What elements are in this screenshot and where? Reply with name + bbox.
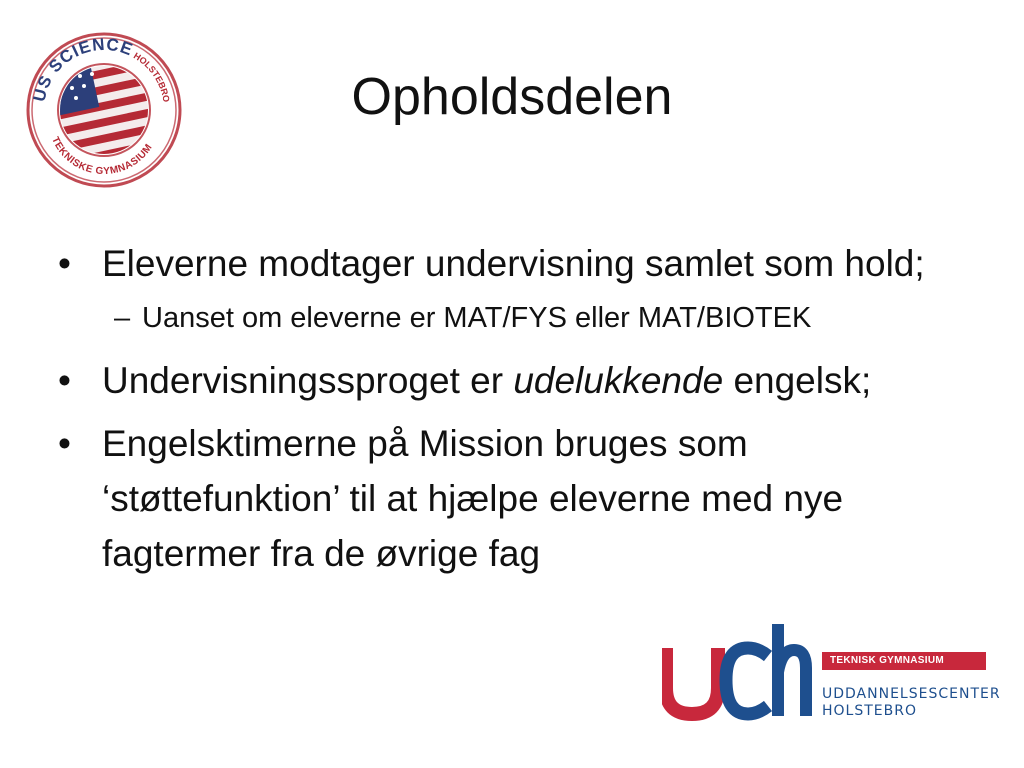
stamp-right-text: HOLSTEBRO [131,50,172,103]
sub-bullet-item [58,299,988,337]
uch-badge: TEKNISK GYMNASIUM [822,652,986,670]
uch-line1: UDDANNELSESCENTER [822,686,1001,702]
stamp-bottom-text: TEKNISKE GYMNASIUM [49,135,155,178]
uch-logo [662,622,1002,726]
bullet-item [58,416,988,581]
bullet-text: Eleverne modtager undervisning samlet som hold; [102,243,925,284]
bullet-glyph: • [58,423,71,464]
uch-line2: HOLSTEBRO [822,703,917,719]
bullet-text: Engelsktimerne på Mission bruges som ‘støttefunktion’ til at hjælpe eleverne med nye fagtermer fra de øvrige fag [102,423,844,574]
sub-bullet-glyph: – [114,302,131,334]
uch-letters-icon [662,622,812,722]
bullet-text-before: Undervisningssproget er [102,360,514,401]
bullet-item [58,353,988,408]
bullet-list [58,236,988,589]
stamp-top-text: US SCIENCE [29,34,136,104]
bullet-text-emphasis: udelukkende [513,360,724,401]
bullet-text-after: engelsk; [723,360,872,401]
bullet-glyph: • [58,243,71,284]
bullet-glyph: • [58,360,71,401]
slide-title: Opholdsdelen [351,68,673,126]
bullet-item [58,236,988,291]
sub-bullet-text: Uanset om eleverne er MAT/FYS eller MAT/BIOTEK [142,302,812,334]
